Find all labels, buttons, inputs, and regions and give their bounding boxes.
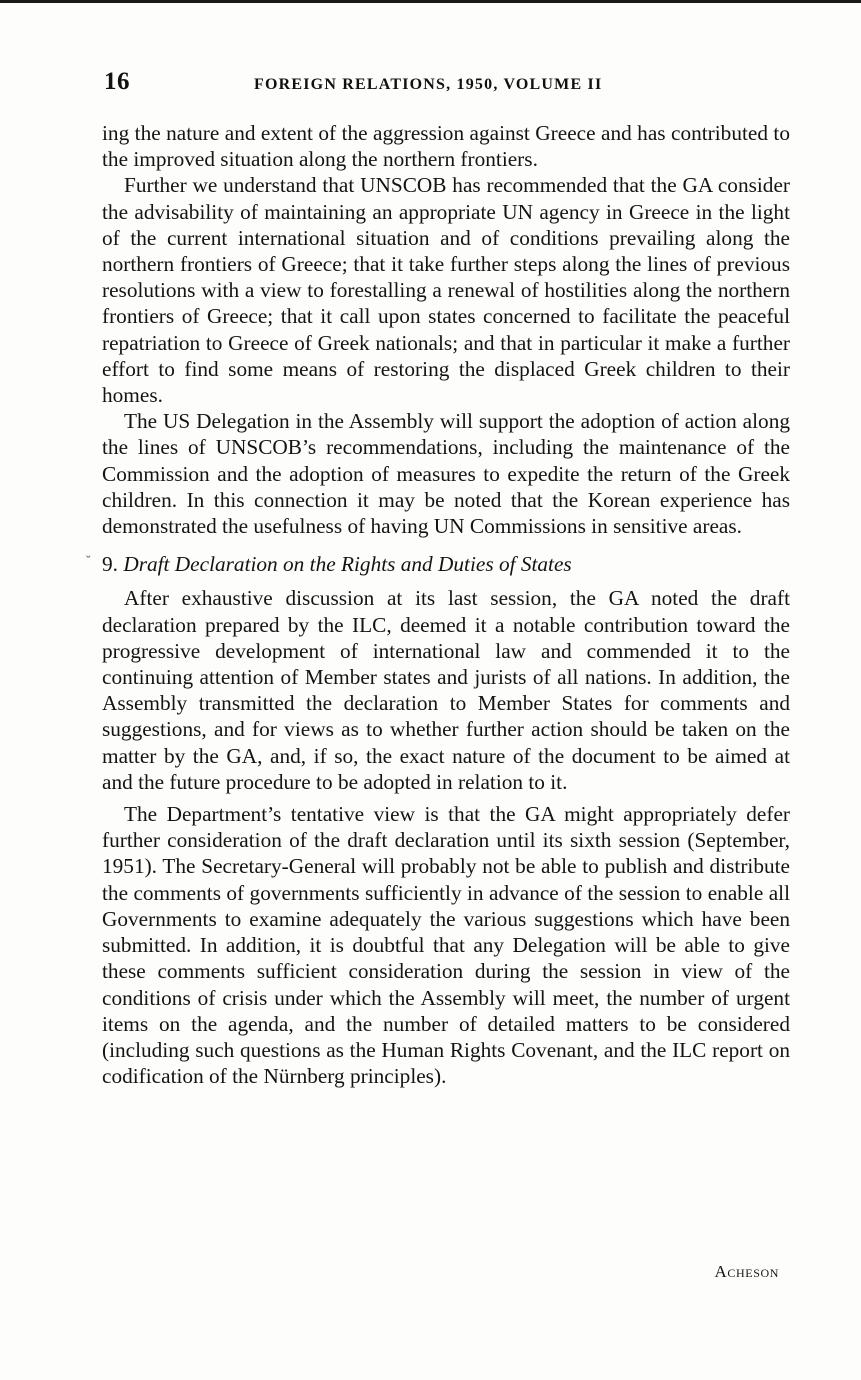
running-head: FOREIGN RELATIONS, 1950, VOLUME II	[254, 76, 603, 93]
section-title: Draft Declaration on the Rights and Duties of States	[123, 552, 572, 577]
paragraph-unscob-recommendations: Further we understand that UNSCOB has recommended that the GA consider the advisability of maintaining an appropriate UN agency in Greece in the light of the current international situation and of conditions prevailing along the northern frontiers of Greece; that it take further steps along the lines of previous resolutions with a view to forestalling a renewal of hostilities along the northern frontiers of Greece; that it call upon states concerned to facilitate the peaceful repatriation to Greece of Greek nationals; and that in particular it make a further effort to find some means of restoring the displaced Greek children to their homes.	[102, 173, 790, 408]
signature: Acheson	[714, 1262, 779, 1281]
paragraph-exhaustive-discussion: After exhaustive discussion at its last session, the GA noted the draft declaration prepared by the ILC, deemed it a notable contribution toward the progressive development of international law and commended it to the continuing attention of Member states and jurists of all nations. In addition, the Assembly transmitted the declaration to Member States for comments and suggestions, and for views as to whether further action should be taken on the matter by the GA, and, if so, the exact nature of the document to be aimed at and the future procedure to be adopted in relation to it.	[102, 586, 790, 794]
paragraph-continued: ing the nature and extent of the aggression against Greece and has contributed to the improved situation along the northern frontiers.	[102, 121, 790, 172]
section-heading	[86, 551, 790, 577]
paragraph-department-view: The Department’s tentative view is that the GA might appropriately defer further consideration of the draft declaration until its sixth session (September, 1951). The Secretary-General will probably not be able to publish and distribute the comments of governments sufficiently in advance of the session to enable all Governments to examine adequately the various suggestions which have been submitted. In addition, it is doubtful that any Delegation will be able to give these comments sufficient consideration during the session in view of the conditions of crisis under which the Assembly will meet, the number of urgent items on the agenda, and the number of detailed matters to be considered (including such questions as the Human Rights Covenant, and the ILC report on codification of the Nürnberg principles).	[102, 802, 790, 1089]
page-number: 16	[104, 68, 130, 95]
margin-mark: ˘	[86, 554, 91, 570]
body-text	[86, 120, 790, 1089]
page-header	[104, 68, 794, 102]
paragraph-us-delegation: The US Delegation in the Assembly will support the adoption of action along the lines of UNSCOB’s recommendations, including the maintenance of the Commission and the adoption of measures to expedite the return of the Greek children. In this connection it may be noted that the Korean experience has demonstrated the usefulness of having UN Commissions in sensitive areas.	[102, 409, 790, 539]
top-border-rule	[0, 0, 861, 3]
section-number: 9.	[102, 552, 118, 577]
